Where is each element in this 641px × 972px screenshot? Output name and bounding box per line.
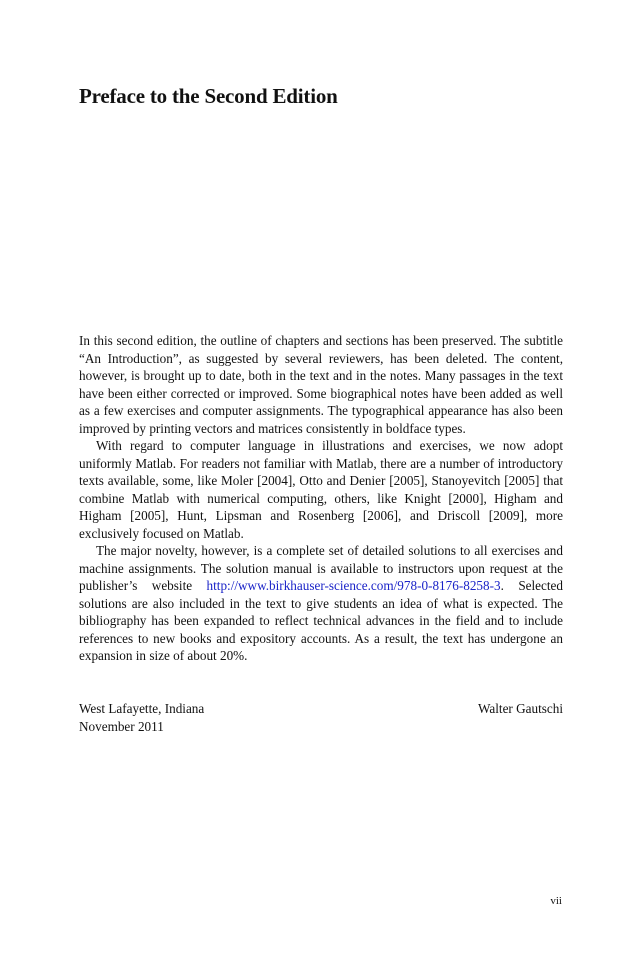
paragraph-3-text-start: The major novelty, however, is a complete set of detailed solutions to all exercises and machine assignments. The solution manual is available to instructors upon request at the publisher’s website (79, 543, 563, 593)
signature-row (79, 700, 563, 718)
page-number: vii (550, 895, 562, 907)
publisher-website-link[interactable]: http://www.birkhauser-science.com/978-0-8176-8258-3 (206, 578, 501, 593)
paragraph-3-text-end: . Selected solutions are also included in the text to give students an idea of what is expected. The bibliography has been expanded to reflect technical advances in the field and to include references to new books and expository accounts. As a result, the text has undergone an expansion in size of about 20%. (79, 578, 563, 663)
page-title: Preface to the Second Edition (79, 84, 338, 108)
signature-date: November 2011 (79, 719, 164, 734)
signature-place: West Lafayette, Indiana (79, 701, 205, 716)
paragraph-3 (79, 542, 563, 665)
signature-author: Walter Gautschi (478, 701, 563, 716)
paragraph-1: In this second edition, the outline of chapters and sections has been preserved. The subtitle “An Introduction”, as suggested by several reviewers, has been deleted. The content, however, is brought up to date, both in the text and in the notes. Many passages in the text have been either corrected or improved. Some biographical notes have been added as well as a few exercises and computer assignments. The typographical appearance has also been improved by printing vectors and matrices consistently in boldface types. (79, 333, 563, 436)
preface-body (79, 332, 563, 665)
paragraph-2: With regard to computer language in illustrations and exercises, we now adopt uniformly Matlab. For readers not familiar with Matlab, there are a number of introductory texts available, some, like Moler [2004], Otto and Denier [2005], Stanoyevitch [2005] that combine Matlab with numerical computing, others, like Knight [2000], Higham and Higham [2005], Hunt, Lipsman and Rosenberg [2006], and Driscoll [2009], more exclusively focused on Matlab. (79, 438, 563, 541)
signature-block (79, 700, 563, 736)
